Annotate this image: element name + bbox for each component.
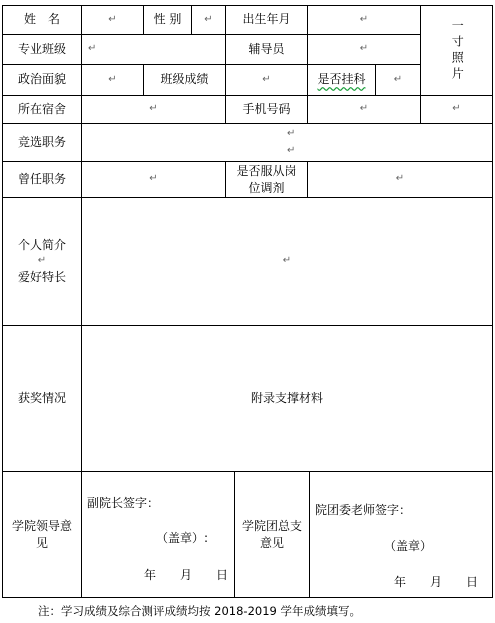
college-leader-label-cell xyxy=(2,472,82,598)
birth-field[interactable] xyxy=(308,5,421,35)
paragraph-mark: ↵ xyxy=(149,103,158,115)
dorm-label: 所在宿舍 xyxy=(17,101,66,116)
vice-dean-sign-label: 副院长签字： xyxy=(87,496,160,510)
paragraph-mark: ↵ xyxy=(37,255,47,267)
hobby-label: 爱好特长 xyxy=(17,269,66,284)
seal-label: （盖章）: xyxy=(156,531,209,545)
college-leader-label: 学院领导意见 xyxy=(11,518,72,550)
counselor-label-cell xyxy=(226,35,308,65)
former-position-field[interactable] xyxy=(82,162,226,198)
paragraph-mark: ↵ xyxy=(108,13,117,25)
awards-field[interactable] xyxy=(82,326,493,472)
running-position-field[interactable] xyxy=(82,124,493,162)
dorm-label-cell xyxy=(2,96,82,124)
birth-label: 出生年月 xyxy=(242,12,291,27)
political-field[interactable] xyxy=(82,65,144,96)
college-leader-opinion-field[interactable] xyxy=(82,472,235,598)
paragraph-mark: ↵ xyxy=(149,173,158,185)
awards-value: 附录支撑材料 xyxy=(250,390,323,405)
paragraph-mark: ↵ xyxy=(108,73,117,85)
paragraph-mark: ↵ xyxy=(359,103,369,115)
photo-row4-field[interactable] xyxy=(421,96,493,124)
failed-label: 是否挂科 xyxy=(317,72,366,87)
footer-note: 注：学习成绩及综合测评成绩均按 2018-2019 学年成绩填写。 xyxy=(38,604,361,618)
class-grade-field[interactable] xyxy=(226,65,308,96)
intro-label: 个人简介 xyxy=(17,237,66,252)
name-field[interactable] xyxy=(82,5,144,35)
political-label-cell xyxy=(2,65,82,96)
major-class-label-cell xyxy=(2,35,82,65)
photo-label: 一寸照片 xyxy=(450,18,465,83)
paragraph-mark: ↵ xyxy=(88,43,97,55)
running-position-label: 竞选职务 xyxy=(17,134,66,149)
league-branch-label-cell xyxy=(235,472,310,598)
name-label: 姓 名 xyxy=(23,12,60,27)
paragraph-mark: ↵ xyxy=(393,73,403,85)
counselor-field[interactable] xyxy=(308,35,421,65)
awards-label-cell xyxy=(2,326,82,472)
failed-field[interactable] xyxy=(376,65,421,96)
paragraph-mark: ↵ xyxy=(204,13,213,25)
former-position-label: 曾任职务 xyxy=(17,171,66,186)
name-label-cell xyxy=(2,5,82,35)
league-teacher-sign-label: 院团委老师签字： xyxy=(315,503,412,517)
gender-label-cell xyxy=(144,5,192,35)
political-label: 政治面貌 xyxy=(17,72,66,87)
class-grade-label: 班级成绩 xyxy=(160,72,209,87)
gender-field[interactable] xyxy=(192,5,226,35)
paragraph-mark: ↵ xyxy=(359,13,369,25)
phone-label-cell xyxy=(226,96,308,124)
date-label: 年 月 日 xyxy=(144,568,229,582)
seal-label: （盖章） xyxy=(384,539,433,553)
major-class-label: 专业班级 xyxy=(17,41,66,56)
photo-cell[interactable] xyxy=(421,5,493,96)
gender-label: 性 别 xyxy=(153,12,182,27)
failed-label-cell xyxy=(308,65,376,96)
intro-label-cell xyxy=(2,198,82,326)
league-branch-opinion-field[interactable] xyxy=(310,472,493,598)
paragraph-mark: ↵ xyxy=(287,128,296,139)
date-label: 年 月 日 xyxy=(394,575,479,589)
league-branch-label: 学院团总支意见 xyxy=(241,518,302,550)
intro-field[interactable] xyxy=(82,198,493,326)
birth-label-cell xyxy=(226,5,308,35)
accept-adjust-label: 是否服从岗位调剂 xyxy=(236,163,297,195)
accept-adjust-label-cell xyxy=(226,162,308,198)
phone-field[interactable] xyxy=(308,96,421,124)
dorm-field[interactable] xyxy=(82,96,226,124)
accept-adjust-field[interactable] xyxy=(308,162,493,198)
phone-label: 手机号码 xyxy=(242,101,291,116)
major-class-field[interactable] xyxy=(82,35,226,65)
paragraph-mark: ↵ xyxy=(282,255,292,267)
former-position-label-cell xyxy=(2,162,82,198)
awards-label: 获奖情况 xyxy=(17,390,66,405)
paragraph-mark: ↵ xyxy=(452,103,461,115)
class-grade-label-cell xyxy=(144,65,226,96)
paragraph-mark: ↵ xyxy=(395,173,405,185)
counselor-label: 辅导员 xyxy=(248,41,285,56)
running-position-label-cell xyxy=(2,124,82,162)
intro-label-stack xyxy=(18,237,66,286)
paragraph-mark: ↵ xyxy=(359,43,369,55)
paragraph-mark: ↵ xyxy=(262,73,271,85)
paragraph-mark: ↵ xyxy=(287,145,296,156)
